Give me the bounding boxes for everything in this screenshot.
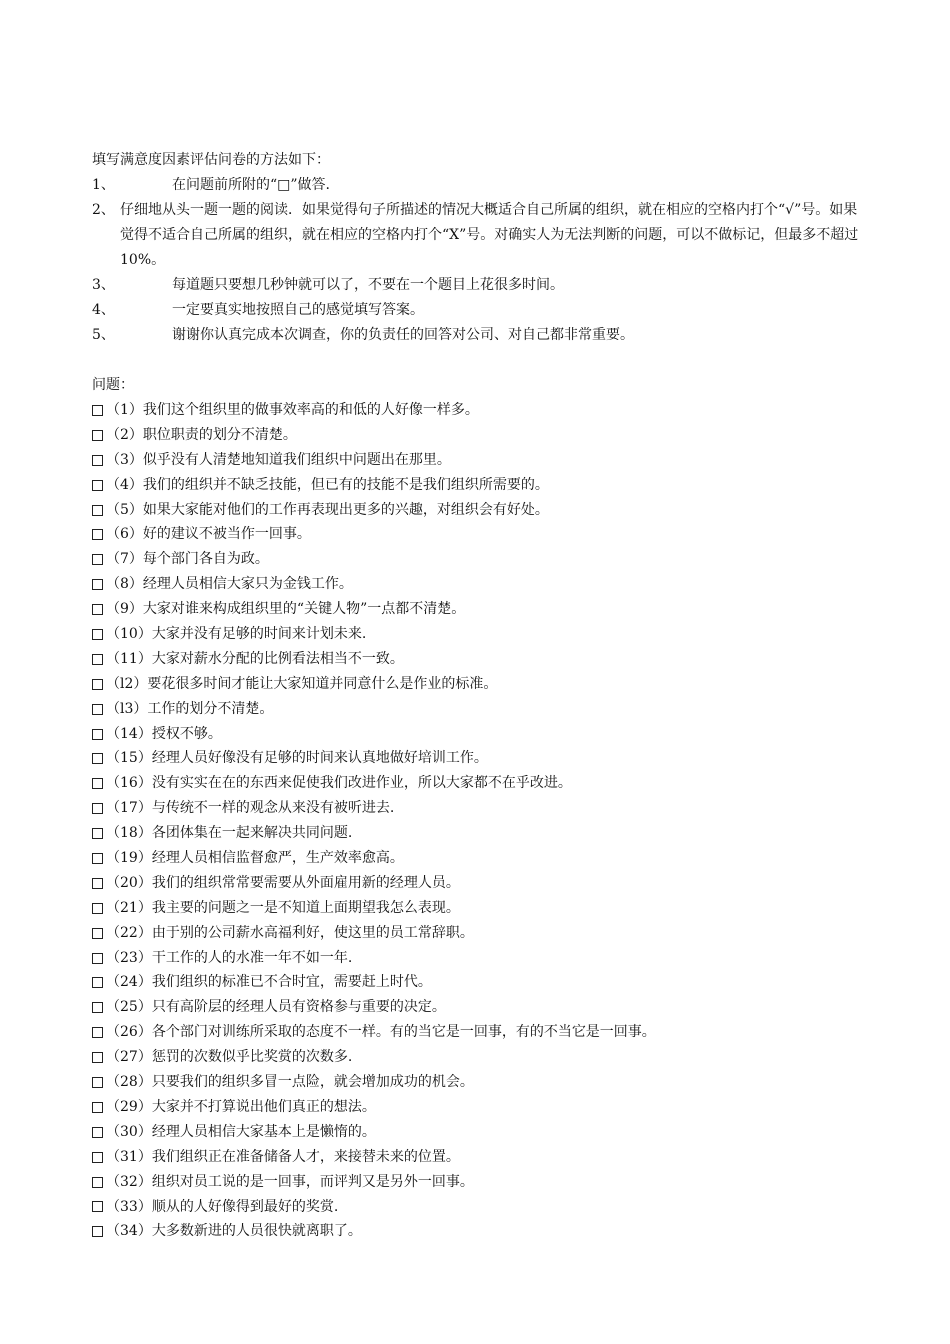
question-text: （27）惩罚的次数似乎比奖赏的次数多. xyxy=(106,1049,353,1066)
question-item xyxy=(92,821,872,846)
question-text: （5）如果大家能对他们的工作再表现出更多的兴趣，对组织会有好处。 xyxy=(106,501,549,518)
answer-checkbox[interactable] xyxy=(92,430,103,441)
question-item xyxy=(92,1195,872,1220)
answer-checkbox[interactable] xyxy=(92,579,103,590)
question-text: （8）经理人员相信大家只为金钱工作。 xyxy=(106,576,353,593)
answer-checkbox[interactable] xyxy=(92,1102,103,1113)
question-text: （23）干工作的人的水准一年不如一年. xyxy=(106,949,353,966)
question-text: （28）只要我们的组织多冒一点险，就会增加成功的机会。 xyxy=(106,1074,474,1091)
question-text: （l3）工作的划分不清楚。 xyxy=(106,700,274,717)
answer-checkbox[interactable] xyxy=(92,1201,103,1212)
question-item xyxy=(92,970,872,995)
instruction-text: 谢谢你认真完成本次调查，你的负责任的回答对公司、对自己都非常重要。 xyxy=(172,327,634,343)
spacer xyxy=(92,348,872,373)
answer-checkbox[interactable] xyxy=(92,928,103,939)
instruction-number: 2、 xyxy=(92,202,115,218)
question-item xyxy=(92,896,872,921)
question-item xyxy=(92,1145,872,1170)
question-text: （26）各个部门对训练所采取的态度不一样。有的当它是一回事，有的不当它是一回事。 xyxy=(106,1024,656,1041)
question-text: （22）由于别的公司薪水高福利好，使这里的员工常辞职。 xyxy=(106,924,474,941)
instruction-number: 4、 xyxy=(92,302,115,318)
question-text: （14）授权不够。 xyxy=(106,725,222,742)
question-item xyxy=(92,547,872,572)
question-item xyxy=(92,1020,872,1045)
instruction-text: 一定要真实地按照自己的感觉填写答案。 xyxy=(172,302,424,318)
answer-checkbox[interactable] xyxy=(92,455,103,466)
question-item xyxy=(92,522,872,547)
answer-checkbox[interactable] xyxy=(92,753,103,764)
question-text: （1）我们这个组织里的做事效率高的和低的人好像一样多。 xyxy=(106,402,479,418)
questions-list xyxy=(92,398,872,1244)
question-item xyxy=(92,846,872,871)
question-text: （18）各团体集在一起来解决共同问题. xyxy=(106,825,353,842)
question-item xyxy=(92,498,872,523)
question-item xyxy=(92,746,872,771)
question-item xyxy=(92,1170,872,1195)
question-item xyxy=(92,1219,872,1244)
question-text: （21）我主要的问题之一是不知道上面期望我怎么表现。 xyxy=(106,899,460,916)
question-text: （9）大家对谁来构成组织里的“关键人物”一点都不清楚。 xyxy=(106,601,466,618)
question-text: （17）与传统不一样的观念从来没有被听进去. xyxy=(106,800,395,817)
answer-checkbox[interactable] xyxy=(92,1152,103,1163)
answer-checkbox[interactable] xyxy=(92,529,103,540)
instruction-step-4 xyxy=(92,298,872,323)
question-item xyxy=(92,995,872,1020)
question-text: （20）我们的组织常常要需要从外面雇用新的经理人员。 xyxy=(106,874,460,891)
question-item xyxy=(92,722,872,747)
answer-checkbox[interactable] xyxy=(92,977,103,988)
instruction-number: 5、 xyxy=(92,327,115,343)
answer-checkbox[interactable] xyxy=(92,1077,103,1088)
question-text: （33）顺从的人好像得到最好的奖赏. xyxy=(106,1198,339,1215)
question-item xyxy=(92,672,872,697)
instruction-text: 每道题只要想几秒钟就可以了，不要在一个题目上花很多时间。 xyxy=(172,277,564,293)
instruction-step-1 xyxy=(92,173,872,198)
question-text: （34）大多数新进的人员很快就离职了。 xyxy=(106,1223,362,1240)
question-item xyxy=(92,1120,872,1145)
question-text: （31）我们组织正在准备储备人才，来接替未来的位置。 xyxy=(106,1148,460,1165)
answer-checkbox[interactable] xyxy=(92,828,103,839)
instruction-step-2 xyxy=(92,198,872,273)
question-item xyxy=(92,448,872,473)
instruction-step-3 xyxy=(92,273,872,298)
answer-checkbox[interactable] xyxy=(92,803,103,814)
question-item xyxy=(92,572,872,597)
question-text: （24）我们组织的标准已不合时宜，需要赶上时代。 xyxy=(106,974,432,991)
question-item xyxy=(92,697,872,722)
answer-checkbox[interactable] xyxy=(92,1177,103,1188)
question-item xyxy=(92,622,872,647)
question-text: （2）职位职责的划分不清楚。 xyxy=(106,426,297,443)
answer-checkbox[interactable] xyxy=(92,1052,103,1063)
answer-checkbox[interactable] xyxy=(92,729,103,740)
answer-checkbox[interactable] xyxy=(92,704,103,715)
question-text: （32）组织对员工说的是一回事，而评判又是另外一回事。 xyxy=(106,1173,474,1190)
instruction-number: 3、 xyxy=(92,277,115,293)
question-text: （10）大家并没有足够的时间来计划未来. xyxy=(106,626,367,643)
instruction-number: 1、 xyxy=(92,177,115,193)
question-text: （29）大家并不打算说出他们真正的想法。 xyxy=(106,1098,376,1115)
question-text: （4）我们的组织并不缺乏技能，但已有的技能不是我们组织所需要的。 xyxy=(106,476,549,493)
question-item xyxy=(92,473,872,498)
answer-checkbox[interactable] xyxy=(92,629,103,640)
survey-document xyxy=(92,148,872,1244)
answer-checkbox[interactable] xyxy=(92,604,103,615)
question-item xyxy=(92,647,872,672)
answer-checkbox[interactable] xyxy=(92,480,103,491)
instruction-step-5 xyxy=(92,323,872,348)
question-item xyxy=(92,398,872,423)
question-text: （11）大家对薪水分配的比例看法相当不一致。 xyxy=(106,650,404,667)
question-text: （25）只有高阶层的经理人员有资格参与重要的决定。 xyxy=(106,999,446,1016)
question-text: （l2）要花很多时间才能让大家知道并同意什么是作业的标准。 xyxy=(106,675,498,692)
question-item xyxy=(92,946,872,971)
answer-checkbox[interactable] xyxy=(92,654,103,665)
question-item xyxy=(92,1095,872,1120)
question-text: （7）每个部门各自为政。 xyxy=(106,551,269,568)
question-item xyxy=(92,1070,872,1095)
instruction-text: 在问题前所附的“□”做答. xyxy=(172,177,330,193)
question-text: （30）经理人员相信大家基本上是懒惰的。 xyxy=(106,1123,376,1140)
answer-checkbox[interactable] xyxy=(92,903,103,914)
answer-checkbox[interactable] xyxy=(92,1226,103,1237)
instructions-title: 填写满意度因素评估问卷的方法如下： xyxy=(92,152,330,168)
answer-checkbox[interactable] xyxy=(92,853,103,864)
question-item xyxy=(92,771,872,796)
answer-checkbox[interactable] xyxy=(92,505,103,516)
answer-checkbox[interactable] xyxy=(92,778,103,789)
question-item xyxy=(92,597,872,622)
question-item xyxy=(92,423,872,448)
question-text: （19）经理人员相信监督愈严，生产效率愈高。 xyxy=(106,850,404,867)
questions-title: 问题： xyxy=(92,377,134,393)
question-text: （3）似乎没有人清楚地知道我们组织中问题出在那里。 xyxy=(106,451,451,468)
answer-checkbox[interactable] xyxy=(92,1002,103,1013)
answer-checkbox[interactable] xyxy=(92,679,103,690)
answer-checkbox[interactable] xyxy=(92,1027,103,1038)
answer-checkbox[interactable] xyxy=(92,953,103,964)
question-text: （16）没有实实在在的东西来促使我们改进作业，所以大家都不在乎改进。 xyxy=(106,775,572,792)
question-item xyxy=(92,921,872,946)
answer-checkbox[interactable] xyxy=(92,878,103,889)
answer-checkbox[interactable] xyxy=(92,554,103,565)
question-item xyxy=(92,1045,872,1070)
question-text: （6）好的建议不被当作一回事。 xyxy=(106,526,311,543)
question-text: （15）经理人员好像没有足够的时间来认真地做好培训工作。 xyxy=(106,750,488,767)
question-item xyxy=(92,796,872,821)
instruction-text: 仔细地从头一题一题的阅读．如果觉得句子所描述的情况大概适合自己所属的组织，就在相应的空格内打个“√”号。如果觉得不适合自己所属的组织，就在相应的空格内打个“X”号。对确实人为无法判断的问题，可以不做标记，但最多不超过10%。 xyxy=(120,202,859,268)
answer-checkbox[interactable] xyxy=(92,405,103,416)
question-item xyxy=(92,871,872,896)
answer-checkbox[interactable] xyxy=(92,1127,103,1138)
